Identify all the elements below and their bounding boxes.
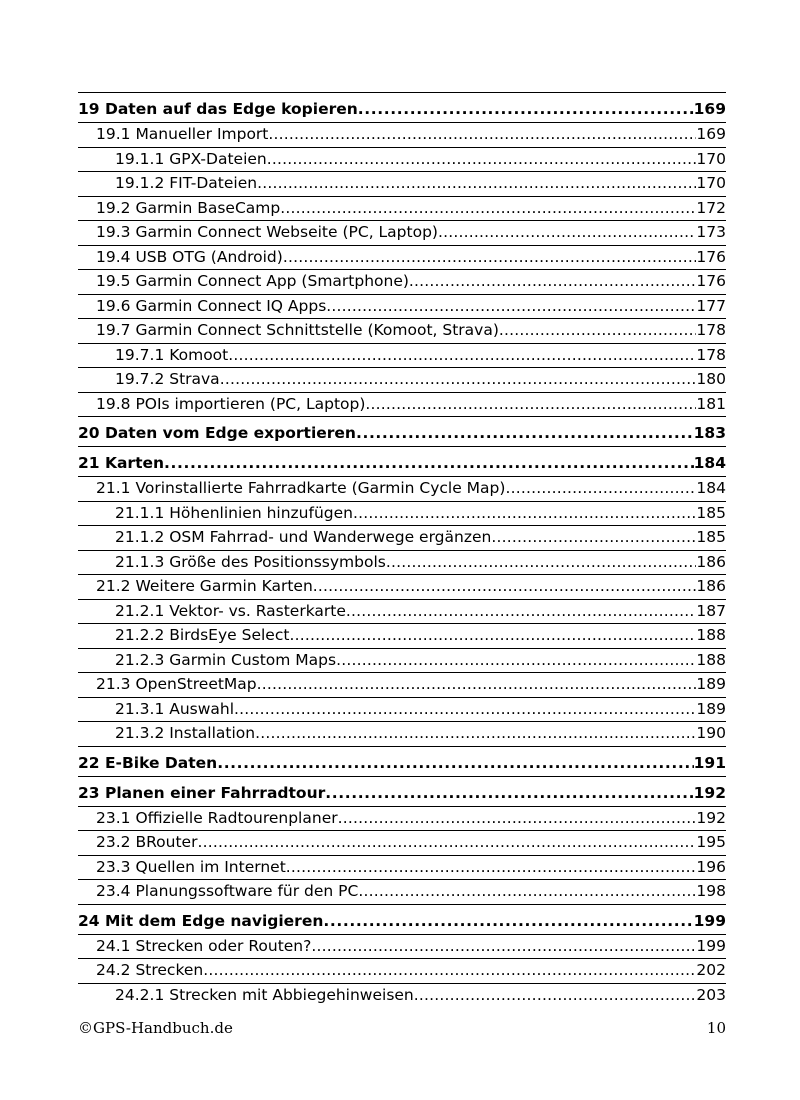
toc-entry[interactable] (78, 171, 726, 196)
toc-entry[interactable] (78, 934, 726, 959)
toc-entry[interactable] (78, 501, 726, 526)
dot-leader (323, 908, 693, 934)
toc-entry-title: 19.3 Garmin Connect Webseite (PC, Laptop) (96, 223, 438, 241)
dot-leader (336, 649, 696, 673)
dot-leader (283, 246, 697, 270)
dot-leader (325, 780, 693, 806)
toc-entry[interactable] (78, 92, 726, 122)
toc-entry-page: 199 (693, 911, 726, 930)
toc-entry-page: 188 (696, 626, 726, 644)
toc-entry[interactable] (78, 697, 726, 722)
dot-leader (313, 575, 697, 599)
toc-entry[interactable] (78, 446, 726, 476)
toc-entry-page: 192 (693, 783, 726, 802)
toc-entry[interactable] (78, 392, 726, 417)
toc-entry[interactable] (78, 416, 726, 446)
toc-entry-page: 184 (693, 454, 726, 472)
dot-leader (356, 420, 694, 446)
toc-entry-title: 19.7 Garmin Connect Schnittstelle (Komoot, Strava) (96, 321, 499, 339)
toc-entry[interactable] (78, 904, 726, 934)
dot-leader (438, 221, 696, 245)
toc-entry[interactable] (78, 746, 726, 776)
dot-leader (257, 673, 697, 697)
toc-entry-title: 19 Daten auf das Edge kopieren (78, 100, 358, 118)
toc-entry[interactable] (78, 367, 726, 392)
dot-leader (197, 831, 696, 855)
toc-entry[interactable] (78, 343, 726, 368)
toc-entry-page: 187 (696, 601, 726, 620)
toc-entry-title: 19.1 Manueller Import (96, 125, 269, 143)
toc-entry-title: 19.1.2 FIT-Dateien (115, 174, 258, 192)
toc-entry-page: 178 (696, 345, 726, 364)
toc-entry-title: 24 Mit dem Edge navigieren (78, 911, 324, 930)
toc-entry-title: 19.6 Garmin Connect IQ Apps (96, 296, 327, 315)
toc-entry[interactable] (78, 147, 726, 172)
toc-entry-title: 19.4 USB OTG (Android) (96, 247, 283, 266)
toc-entry-page: 186 (696, 552, 726, 571)
toc-entry-title: 19.2 Garmin BaseCamp (96, 198, 281, 217)
toc-entry-title: 20 Daten vom Edge exportieren (78, 424, 356, 442)
dot-leader (220, 368, 697, 392)
toc-entry-page: 169 (693, 100, 726, 118)
toc-entry-title: 21.1.2 OSM Fahrrad- und Wanderwege ergänzen (115, 528, 492, 546)
toc-entry-title: 21.1.1 Höhenlinien hinzufügen (115, 503, 353, 522)
page-footer (78, 1019, 726, 1037)
toc-entry[interactable] (78, 958, 726, 983)
table-of-contents (78, 92, 726, 1007)
toc-entry[interactable] (78, 623, 726, 648)
toc-entry-title: 23.3 Quellen im Internet (96, 857, 286, 876)
dot-leader (409, 270, 696, 294)
toc-entry-page: 195 (696, 833, 726, 851)
dot-leader (414, 984, 697, 1008)
toc-entry-title: 21.3 OpenStreetMap (96, 675, 257, 693)
toc-entry-title: 24.1 Strecken oder Routen? (96, 936, 312, 955)
dot-leader (286, 856, 697, 880)
dot-leader (203, 959, 696, 983)
dot-leader (217, 750, 693, 776)
toc-entry-title: 23.1 Offizielle Radtourenplaner (96, 808, 338, 827)
toc-entry-page: 202 (696, 961, 726, 979)
toc-entry-title: 21.1.3 Größe des Positionssymbols (115, 552, 386, 571)
toc-entry-page: 196 (696, 857, 726, 876)
toc-entry-page: 172 (696, 198, 726, 217)
toc-entry-title: 21.2.3 Garmin Custom Maps (115, 650, 337, 669)
toc-entry[interactable] (78, 525, 726, 550)
dot-leader (268, 123, 696, 147)
toc-entry[interactable] (78, 122, 726, 147)
toc-entry-title: 21.3.2 Installation (115, 724, 256, 742)
dot-leader (280, 197, 696, 221)
toc-entry-page: 188 (696, 650, 726, 669)
dot-leader (346, 600, 697, 624)
toc-entry-title: 24.2.1 Strecken mit Abbiegehinweisen (115, 985, 414, 1004)
dot-leader (255, 722, 696, 746)
toc-entry[interactable] (78, 550, 726, 575)
toc-entry[interactable] (78, 599, 726, 624)
dot-leader (505, 477, 696, 501)
toc-entry-page: 184 (696, 479, 726, 497)
dot-leader (353, 502, 696, 526)
dot-leader (228, 344, 696, 368)
dot-leader (164, 450, 694, 476)
toc-entry-title: 23.2 BRouter (96, 833, 198, 851)
toc-entry-title: 21.2.1 Vektor- vs. Rasterkarte (115, 601, 346, 620)
page-number: 10 (706, 1019, 726, 1037)
toc-entry-title: 19.1.1 GPX-Dateien (115, 149, 267, 168)
dot-leader (499, 319, 697, 343)
dot-leader (257, 172, 696, 196)
toc-entry-page: 178 (696, 321, 726, 339)
toc-entry-page: 189 (696, 675, 726, 693)
toc-entry-page: 198 (696, 882, 726, 900)
dot-leader (267, 148, 697, 172)
toc-entry-page: 186 (696, 577, 726, 595)
toc-entry[interactable] (78, 806, 726, 831)
toc-entry[interactable] (78, 574, 726, 599)
dot-leader (358, 96, 694, 122)
toc-entry-title: 19.7.1 Komoot (115, 345, 229, 364)
dot-leader (365, 393, 696, 417)
toc-entry[interactable] (78, 721, 726, 746)
dot-leader (311, 935, 696, 959)
toc-entry-page: 170 (696, 149, 726, 168)
dot-leader (358, 880, 696, 904)
toc-entry[interactable] (78, 672, 726, 697)
toc-entry-page: 180 (696, 370, 726, 388)
toc-entry-title: 21.2.2 BirdsEye Select (115, 626, 290, 644)
dot-leader (234, 698, 696, 722)
toc-entry-title: 21.1 Vorinstallierte Fahrradkarte (Garmin Cycle Map) (96, 479, 506, 497)
toc-entry[interactable] (78, 776, 726, 806)
toc-entry-title: 21.3.1 Auswahl (115, 699, 235, 718)
toc-entry-title: 19.5 Garmin Connect App (Smartphone) (96, 272, 409, 290)
toc-entry[interactable] (78, 269, 726, 294)
copyright-text: ©GPS-Handbuch.de (78, 1019, 233, 1037)
toc-entry[interactable] (78, 476, 726, 501)
toc-entry-page: 181 (696, 394, 726, 413)
toc-entry[interactable] (78, 983, 726, 1008)
toc-entry-page: 192 (696, 808, 726, 827)
toc-entry[interactable] (78, 196, 726, 221)
toc-entry[interactable] (78, 879, 726, 904)
toc-entry-page: 170 (696, 174, 726, 192)
toc-entry-title: 19.8 POIs importieren (PC, Laptop) (96, 394, 366, 413)
toc-entry-page: 189 (696, 699, 726, 718)
toc-entry-page: 185 (696, 528, 726, 546)
dot-leader (338, 807, 697, 831)
toc-entry[interactable] (78, 855, 726, 880)
toc-entry-title: 19.7.2 Strava (115, 370, 220, 388)
toc-entry-title: 21.2 Weitere Garmin Karten (96, 577, 313, 595)
toc-entry-page: 169 (696, 125, 726, 143)
toc-entry[interactable] (78, 294, 726, 319)
toc-entry[interactable] (78, 220, 726, 245)
toc-entry-title: 21 Karten (78, 454, 165, 472)
dot-leader (386, 551, 697, 575)
toc-entry-title: 24.2 Strecken (96, 961, 204, 979)
toc-entry-page: 185 (696, 503, 726, 522)
toc-entry-page: 176 (696, 272, 726, 290)
toc-entry-page: 173 (696, 223, 726, 241)
toc-entry-page: 176 (696, 247, 726, 266)
toc-entry-page: 177 (696, 296, 726, 315)
toc-entry-page: 199 (696, 936, 726, 955)
toc-entry[interactable] (78, 648, 726, 673)
toc-entry-page: 183 (693, 424, 726, 442)
toc-entry[interactable] (78, 245, 726, 270)
dot-leader (289, 624, 696, 648)
toc-entry-page: 191 (693, 753, 726, 772)
toc-entry-title: 22 E-Bike Daten (78, 753, 218, 772)
toc-entry-page: 190 (696, 724, 726, 742)
toc-entry-title: 23.4 Planungssoftware für den PC (96, 882, 359, 900)
dot-leader (491, 526, 696, 550)
toc-entry[interactable] (78, 318, 726, 343)
toc-entry[interactable] (78, 830, 726, 855)
toc-entry-title: 23 Planen einer Fahrradtour (78, 783, 326, 802)
toc-entry-page: 203 (696, 985, 726, 1004)
dot-leader (326, 295, 696, 319)
